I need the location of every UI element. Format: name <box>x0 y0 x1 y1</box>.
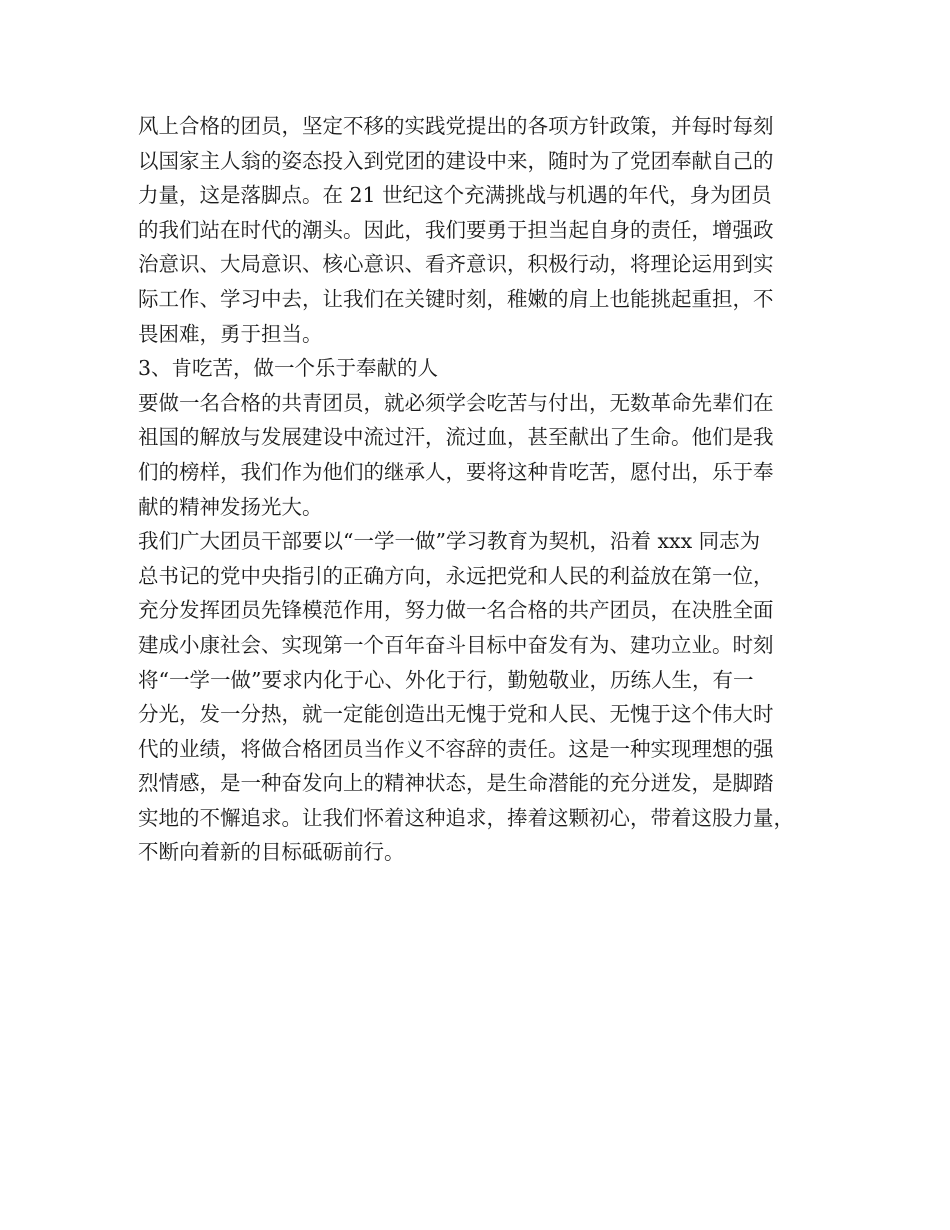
text-line: 治意识、大局意识、核心意识、看齐意识，积极行动，将理论运用到实 <box>138 252 774 277</box>
text-line: 代的业绩，将做合格团员当作义不容辞的责任。这是一种实现理想的强 <box>138 736 774 761</box>
text-line: 们的榜样，我们作为他们的继承人，要将这种肯吃苦，愿付出，乐于奉 <box>138 459 774 484</box>
text-line: 将“一学一做”要求内化于心、外化于行，勤勉敬业，历练人生，有一 <box>138 667 754 692</box>
text-line: 分光，发一分热，就一定能创造出无愧于党和人民、无愧于这个伟大时 <box>138 702 774 727</box>
text-line: 祖国的解放与发展建设中流过汗，流过血，甚至献出了生命。他们是我 <box>138 425 774 450</box>
body-text <box>138 109 838 870</box>
text-line: 的我们站在时代的潮头。因此，我们要勇于担当起自身的责任，增强政 <box>138 217 774 242</box>
text-line: 我们广大团员干部要以“一学一做”学习教育为契机，沿着 xxx 同志为 <box>138 529 761 554</box>
text-line: 建成小康社会、实现第一个百年奋斗目标中奋发有为、建功立业。时刻 <box>138 632 774 657</box>
text-line: 际工作、学习中去，让我们在关键时刻，稚嫩的肩上也能挑起重担，不 <box>138 286 774 311</box>
text-line: 烈情感，是一种奋发向上的精神状态，是生命潜能的充分迸发，是脚踏 <box>138 771 774 796</box>
text-line: 不断向着新的目标砥砺前行。 <box>138 840 405 865</box>
section-heading: 3、肯吃苦，做一个乐于奉献的人 <box>138 356 439 381</box>
text-line: 总书记的党中央指引的正确方向，永远把党和人民的利益放在第一位， <box>138 563 774 588</box>
text-line: 实地的不懈追求。让我们怀着这种追求，捧着这颗初心，带着这股力量， <box>138 805 794 830</box>
text-line: 以国家主人翁的姿态投入到党团的建设中来，随时为了党团奉献自己的 <box>138 148 774 173</box>
text-line: 畏困难，勇于担当。 <box>138 321 323 346</box>
text-line: 要做一名合格的共青团员，就必须学会吃苦与付出，无数革命先辈们在 <box>138 390 774 415</box>
text-line: 献的精神发扬光大。 <box>138 494 323 519</box>
text-line: 力量，这是落脚点。在 21 世纪这个充满挑战与机遇的年代，身为团员 <box>138 183 772 208</box>
text-line: 风上合格的团员，坚定不移的实践党提出的各项方针政策，并每时每刻 <box>138 114 774 138</box>
text-line: 充分发挥团员先锋模范作用，努力做一名合格的共产团员，在决胜全面 <box>138 598 774 623</box>
